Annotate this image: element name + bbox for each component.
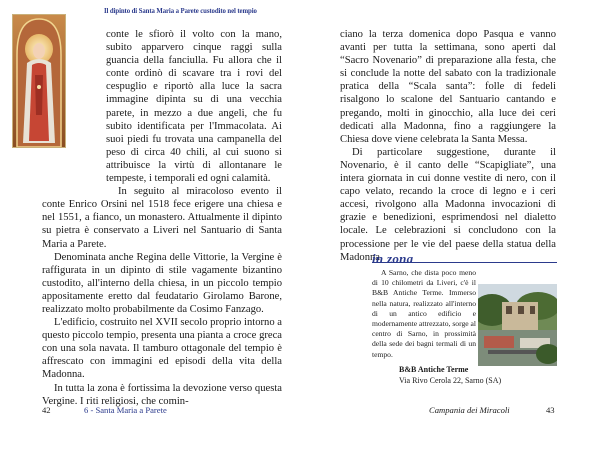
paragraph: conte le sfiorò il volto con la mano, subito apparvero cinque raggi sulla guancia della fanciulla. Fu allora che il conte ordinò di scavare tra i rovi del cespuglio e riportò alla luce la sacra immagine dipinta su di una vecchia parete, in mezzo a due angeli, che fu subito identificata per l'Immacolata. Ai suoi piedi fu trovata una campanella del peso di circa 40 chili, al cui suono si attribuisce la virtù di allontanare le tempeste, i temporali ed ogni calamità. [106,29,282,185]
paragraph: L'edificio, costruito nel XVII secolo proprio intorno a questo piccolo tempio, presenta una pianta a croce greca con una sola navata. Il tamburo ottagonale del tempio è affrescato con immagini ed episodi della vita della Madonna. [42,317,282,381]
left-page-text [42,28,282,408]
paragraph: ciano la terza domenica dopo Pasqua e vanno avanti per tutta la settimana, sono aperti dal “Sacro Novenario” di preparazione alla festa, che si conclude la notte del sabato con la tradizionale pratica della “Scala santa”: folle di fedeli risalgono lo scalone del Santuario cantando e pregando, molti in ginocchio, alla luce dei ceri dedicati alla Madonna, fino a raggiungere la Chiesa dove viene celebrata la Santa Messa. [340,29,556,145]
page-number-left: 42 [42,405,51,415]
bnb-name: B&B Antiche Terme [399,365,469,374]
bnb-address: Via Rivo Cerola 22, Sarno (SA) [399,376,502,385]
right-page-text [340,28,556,264]
bnb-photo-image [478,284,557,366]
footer-left-title: 6 - Santa Maria a Parete [84,405,167,415]
paragraph: In tutta la zona è fortissima la devozione verso questa Vergine. I riti religiosi, che comin- [42,382,282,407]
in-zona-paragraph: A Sarno, che dista poco meno di 10 chilometri da Liveri, c'è il B&B Antiche Terme. Immerso nella natura, realizzato all'interno di un antico edificio e modernamente attrezzato, sorge al centro di Sarno, in prossimità della sede dei bagni termali di un tempo. [372,268,477,359]
in-zona-divider [372,262,557,263]
page-number-right: 43 [546,405,555,415]
paragraph: Denominata anche Regina delle Vittorie, la Vergine è raffigurata in un dipinto di stile vagamente bizantino custodito, all'interno della chiesa, in un piccolo tempio appositamente eretto dal feudatario Girolamo Barone, realizzato molto probabilmente da Cosimo Fanzago. [42,251,282,315]
paragraph: Di particolare suggestione, durante il Novenario, è il canto delle “Scapigliate”, una intera giornata in cui donne vestite di nero, con il capo velato, recando la croce di legno e i ceri accesi, rivolgono alla Madonna invocazioni di grazie e benedizioni, esprimendosi nel dialetto locale. Le celebrazioni si concludono con la processione per le vie del paese della statua della Madonna. [340,146,556,263]
paragraph: In seguito al miracoloso evento il conte Enrico Orsini nel 1518 fece erigere una chiesa e nel 1551, a fianco, un monastero. Attualmente il dipinto su pietra è conservato a Liveri nel Santuario di Santa Maria a Parete. [42,186,282,250]
footer-right-title: Campania dei Miracoli [429,405,510,415]
bnb-contact [399,364,501,386]
in-zona-title: in zona [372,251,414,266]
in-zona-text [372,268,476,360]
running-header: Il dipinto di Santa Maria a Parete custodito nel tempio [104,8,257,15]
